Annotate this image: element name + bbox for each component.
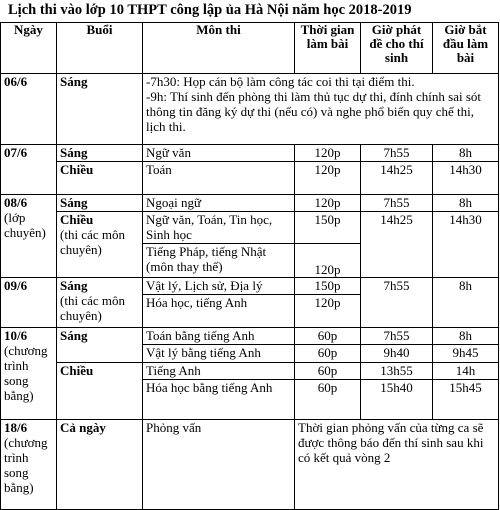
date-label: 08/6 [4,195,28,210]
duration-cell: 60p [295,345,361,363]
start-time-cell: 15h45 [433,380,499,420]
start-time-cell: 8h [433,145,499,162]
table-row [1,74,499,145]
duration-cell: 120p [295,195,361,212]
header-row [1,23,499,74]
table-row [1,162,499,195]
start-time-cell: 8h [433,278,499,328]
session-cell: Cả ngày [57,420,143,510]
subject-cell: Vật lý bằng tiếng Anh [143,345,295,363]
date-sub-label: (chương trình song bằng) [4,435,48,495]
subject-cell: Ngữ văn [143,145,295,162]
header-gio-bat-dau: Giờ bắt đầu làm bài [433,23,499,74]
header-mon-thi: Môn thi [143,23,295,74]
date-label: 18/6 [4,420,28,435]
duration-cell: 60p [295,380,361,420]
subject-cell: Phỏng vấn [143,420,295,510]
duration-cell: 120p [295,295,361,328]
handout-time-cell: 13h55 [361,363,433,380]
session-cell: Chiều [57,363,143,420]
subject-cell: Tiếng Pháp, tiếng Nhật (môn thay thế) [143,244,295,278]
date-cell: 09/6 [1,278,57,328]
date-label: 10/6 [4,328,28,343]
start-time-cell: 8h [433,195,499,212]
table-row [1,328,499,345]
table-row [1,212,499,244]
date-sub-label: (chương trình song bằng) [4,343,48,403]
duration-cell: 120p [295,244,361,278]
start-time-cell: 14h [433,363,499,380]
subject-cell: Toán [143,162,295,195]
subject-cell: Ngữ văn, Toán, Tin học, Sinh học [143,212,295,244]
date-cell [1,420,57,510]
duration-cell: 60p [295,328,361,345]
handout-time-cell: 7h55 [361,278,433,328]
header-ngay: Ngày [1,23,57,74]
date-cell: 06/6 [1,74,57,145]
subject-cell: Hóa học, tiếng Anh [143,295,295,328]
header-gio-phat-de: Giờ phát đề cho thí sinh [361,23,433,74]
session-label: Sáng [60,278,88,293]
subject-cell: Ngoại ngữ [143,195,295,212]
session-cell: Sáng [57,74,143,145]
subject-cell: Toán bằng tiếng Anh [143,328,295,345]
handout-time-cell: 15h40 [361,380,433,420]
session-cell: Chiều [57,162,143,195]
start-time-cell: 14h30 [433,162,499,195]
table-row [1,420,499,510]
session-sub-label: (thi các môn chuyên) [60,227,125,257]
session-label: Chiều [60,212,94,227]
handout-time-cell: 7h55 [361,328,433,345]
table-row [1,278,499,295]
handout-time-cell: 14h25 [361,162,433,195]
subject-cell: Vật lý, Lịch sử, Địa lý [143,278,295,295]
note-cell [143,74,499,145]
start-time-cell: 14h30 [433,212,499,278]
note-line: -7h30: Họp cán bộ làm công tác coi thi tại điểm thi. [146,74,415,89]
handout-time-cell: 7h55 [361,195,433,212]
handout-time-cell: 9h40 [361,345,433,363]
start-time-cell: 9h45 [433,345,499,363]
handout-time-cell: 7h55 [361,145,433,162]
duration-cell: 150p [295,278,361,295]
header-buoi: Buổi [57,23,143,74]
duration-cell: 150p [295,212,361,244]
duration-cell: 60p [295,363,361,380]
page-title: Lịch thi vào lớp 10 THPT công lập ủa Hà Nội năm học 2018-2019 [8,2,412,18]
exam-schedule-table [0,22,499,510]
subject-cell: Hóa học bằng tiếng Anh [143,380,295,420]
duration-cell: 120p [295,162,361,195]
session-cell [57,212,143,278]
session-cell [57,278,143,328]
date-cell [1,328,57,420]
session-sub-label: (thi các môn chuyên) [60,293,125,323]
subject-cell: Tiếng Anh [143,363,295,380]
note-cell: Thời gian phỏng vấn của từng ca sẽ được thông báo đến thí sinh sau khi có kết quả vòng 2 [295,420,499,510]
table-row [1,195,499,212]
note-line: -9h: Thí sinh đến phòng thi làm thủ tục dự thi, đính chính sai sót thông tin đăng ký dự thi (nếu có) và nghe phổ biến quy chế thi, lịch thi. [146,89,482,134]
session-cell: Sáng [57,145,143,162]
header-thoi-gian: Thời gian làm bài [295,23,361,74]
table-row [1,145,499,162]
date-cell: 07/6 [1,145,57,195]
session-cell: Sáng [57,195,143,212]
date-cell [1,195,57,278]
session-cell: Sáng [57,328,143,363]
duration-cell: 120p [295,145,361,162]
table-row [1,363,499,380]
date-sub-label: (lớp chuyên) [4,210,46,240]
handout-time-cell: 14h25 [361,212,433,278]
start-time-cell: 8h [433,328,499,345]
